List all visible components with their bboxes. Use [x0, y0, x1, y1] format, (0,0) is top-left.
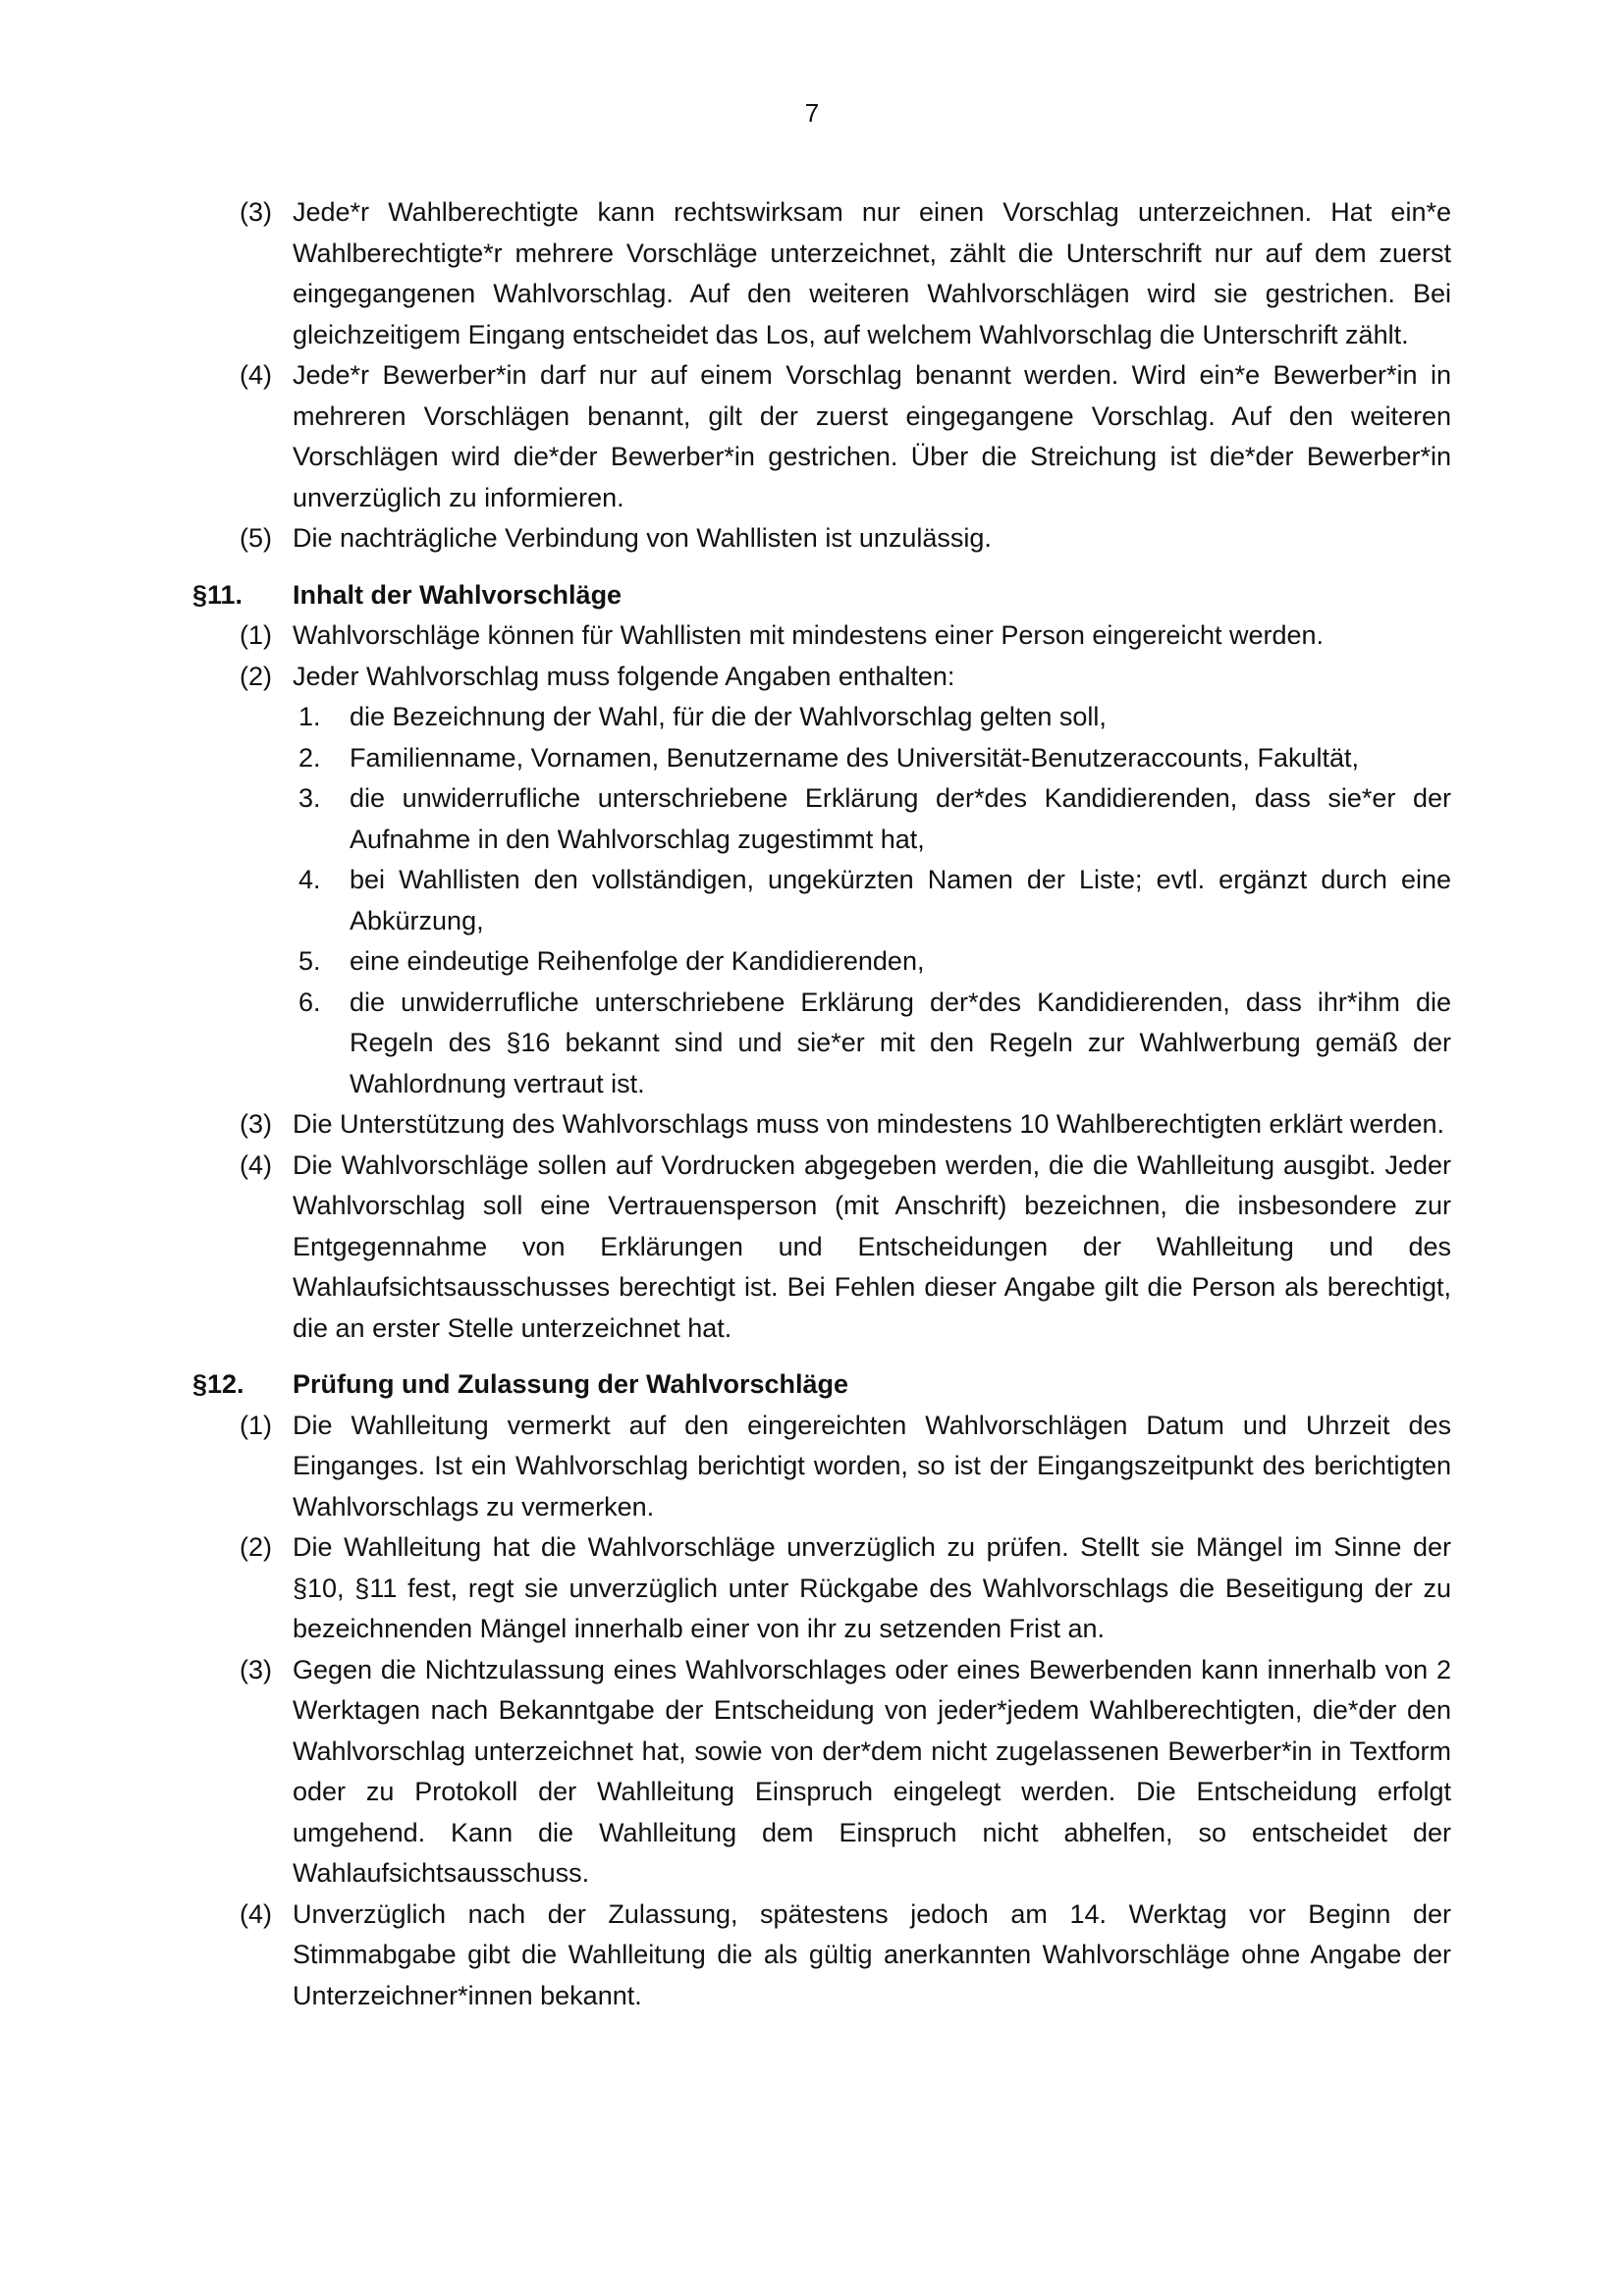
section-number: §11. — [192, 579, 244, 610]
item-number: (3) — [240, 1654, 272, 1684]
paragraph-item — [192, 1895, 1451, 2017]
paragraph-item — [192, 1406, 1451, 1528]
sub-list-item — [192, 778, 1451, 860]
item-number: (3) — [240, 197, 272, 227]
item-text: Die Unterstützung des Wahlvorschlags muss von mindestens 10 Wahlberechtigten erklärt werden. — [293, 1109, 1445, 1139]
document-body — [192, 192, 1451, 2016]
sub-item-number: 5. — [298, 946, 321, 976]
paragraph-item — [192, 1146, 1451, 1350]
sub-item-text: die unwiderrufliche unterschriebene Erklärung der*des Kandidierenden, dass sie*er der Aufnahme in den Wahlvorschlag zugestimmt hat, — [350, 783, 1451, 854]
item-number: (5) — [240, 523, 272, 553]
sub-list-item — [192, 738, 1451, 779]
item-number: (4) — [240, 360, 272, 390]
section-number: §12. — [192, 1369, 244, 1399]
sub-list-item — [192, 697, 1451, 738]
sub-item-number: 2. — [298, 742, 321, 773]
sub-item-text: die unwiderrufliche unterschriebene Erklärung der*des Kandidierenden, dass ihr*ihm die Regeln des §16 bekannt sind und sie*er mit den Regeln zur Wahlwerbung gemäß der Wahlordnung vertraut ist. — [350, 987, 1451, 1098]
paragraph-item — [192, 192, 1451, 355]
item-number: (3) — [240, 1109, 272, 1139]
section-12-heading — [192, 1364, 1451, 1406]
sub-list-item — [192, 860, 1451, 941]
paragraph-item — [192, 1527, 1451, 1650]
item-text: Jede*r Bewerber*in darf nur auf einem Vorschlag benannt werden. Wird ein*e Bewerber*in in mehreren Vorschlägen benannt, gilt der zuerst eingegangene Vorschlag. Auf den weiteren Vorschlägen wird die*der Bewerber*in gestrichen. Über die Streichung ist die*der Bewerber*in unverzüglich zu informieren. — [293, 360, 1451, 512]
sub-item-text: Familienname, Vornamen, Benutzername des Universität-Benutzeraccounts, Fakultät, — [350, 742, 1360, 773]
sub-item-number: 3. — [298, 783, 321, 813]
item-number: (2) — [240, 1532, 272, 1562]
sub-item-number: 6. — [298, 987, 321, 1017]
sub-item-text: eine eindeutige Reihenfolge der Kandidierenden, — [350, 946, 925, 976]
item-text: Die Wahlleitung vermerkt auf den eingereichten Wahlvorschlägen Datum und Uhrzeit des Einganges. Ist ein Wahlvorschlag berichtigt worden, so ist der Eingangszeitpunkt des berichtigten Wahlvorschlags zu vermerken. — [293, 1410, 1451, 1522]
item-text: Jeder Wahlvorschlag muss folgende Angaben enthalten: — [293, 661, 955, 691]
sub-item-number: 1. — [298, 702, 321, 731]
section-title: Prüfung und Zulassung der Wahlvorschläge — [293, 1369, 849, 1399]
sub-item-text: bei Wahllisten den vollständigen, ungekürzten Namen der Liste; evtl. ergänzt durch eine Abkürzung, — [350, 865, 1451, 935]
item-text: Wahlvorschläge können für Wahllisten mit mindestens einer Person eingereicht werden. — [293, 620, 1325, 650]
paragraph-item — [192, 355, 1451, 518]
section-title: Inhalt der Wahlvorschläge — [293, 579, 623, 610]
item-number: (1) — [240, 620, 272, 650]
item-number: (4) — [240, 1898, 272, 1929]
paragraph-item — [192, 615, 1451, 657]
sub-item-number: 4. — [298, 865, 321, 894]
item-number: (4) — [240, 1149, 272, 1180]
section-11-heading — [192, 575, 1451, 616]
paragraph-item — [192, 657, 1451, 698]
paragraph-item — [192, 518, 1451, 560]
sub-item-text: die Bezeichnung der Wahl, für die der Wahlvorschlag gelten soll, — [350, 702, 1107, 731]
item-number: (2) — [240, 661, 272, 691]
sub-list-item — [192, 941, 1451, 983]
paragraph-item — [192, 1104, 1451, 1146]
sub-list-item — [192, 983, 1451, 1105]
item-text: Die Wahlleitung hat die Wahlvorschläge unverzüglich zu prüfen. Stellt sie Mängel im Sinne der §10, §11 fest, regt sie unverzüglich unter Rückgabe des Wahlvorschlags die Beseitigung der zu bezeichnenden Mängel innerhalb einer von ihr zu setzenden Frist an. — [293, 1532, 1451, 1643]
item-text: Die nachträgliche Verbindung von Wahllisten ist unzulässig. — [293, 523, 992, 553]
item-text: Jede*r Wahlberechtigte kann rechtswirksam nur einen Vorschlag unterzeichnen. Hat ein*e Wahlberechtigte*r mehrere Vorschläge unterzeichnet, zählt die Unterschrift nur auf dem zuerst eingegangenen Wahlvorschlag. Auf den weiteren Wahlvorschlägen wird sie gestrichen. Bei gleichzeitigem Eingang entscheidet das Los, auf welchem Wahlvorschlag die Unterschrift zählt. — [293, 197, 1451, 349]
item-text: Die Wahlvorschläge sollen auf Vordrucken abgegeben werden, die die Wahlleitung ausgibt. Jeder Wahlvorschlag soll eine Vertrauensperson (mit Anschrift) bezeichnen, die insbesondere zur Entgegennahme von Erklärungen und Entscheidungen der Wahlleitung und des Wahlaufsichtsausschusses berechtigt ist. Bei Fehlen dieser Angabe gilt die Person als berechtigt, die an erster Stelle unterzeichnet hat. — [293, 1149, 1451, 1343]
item-text: Unverzüglich nach der Zulassung, spätestens jedoch am 14. Werktag vor Beginn der Stimmabgabe gibt die Wahlleitung die als gültig anerkannten Wahlvorschläge ohne Angabe der Unterzeichner*innen bekannt. — [293, 1898, 1451, 2010]
item-number: (1) — [240, 1410, 272, 1440]
paragraph-item — [192, 1650, 1451, 1895]
page-number: 7 — [804, 98, 820, 128]
item-text: Gegen die Nichtzulassung eines Wahlvorschlages oder eines Bewerbenden kann innerhalb von 2 Werktagen nach Bekanntgabe der Entscheidung von jeder*jedem Wahlberechtigten, die*der den Wahlvorschlag unterzeichnet hat, sowie von der*dem nicht zugelassenen Bewerber*in in Textform oder zu Protokoll der Wahlleitung Einspruch eingelegt werden. Die Entscheidung erfolgt umgehend. Kann die Wahlleitung dem Einspruch nicht abhelfen, so entscheidet der Wahlaufsichtsausschuss. — [293, 1654, 1451, 1888]
